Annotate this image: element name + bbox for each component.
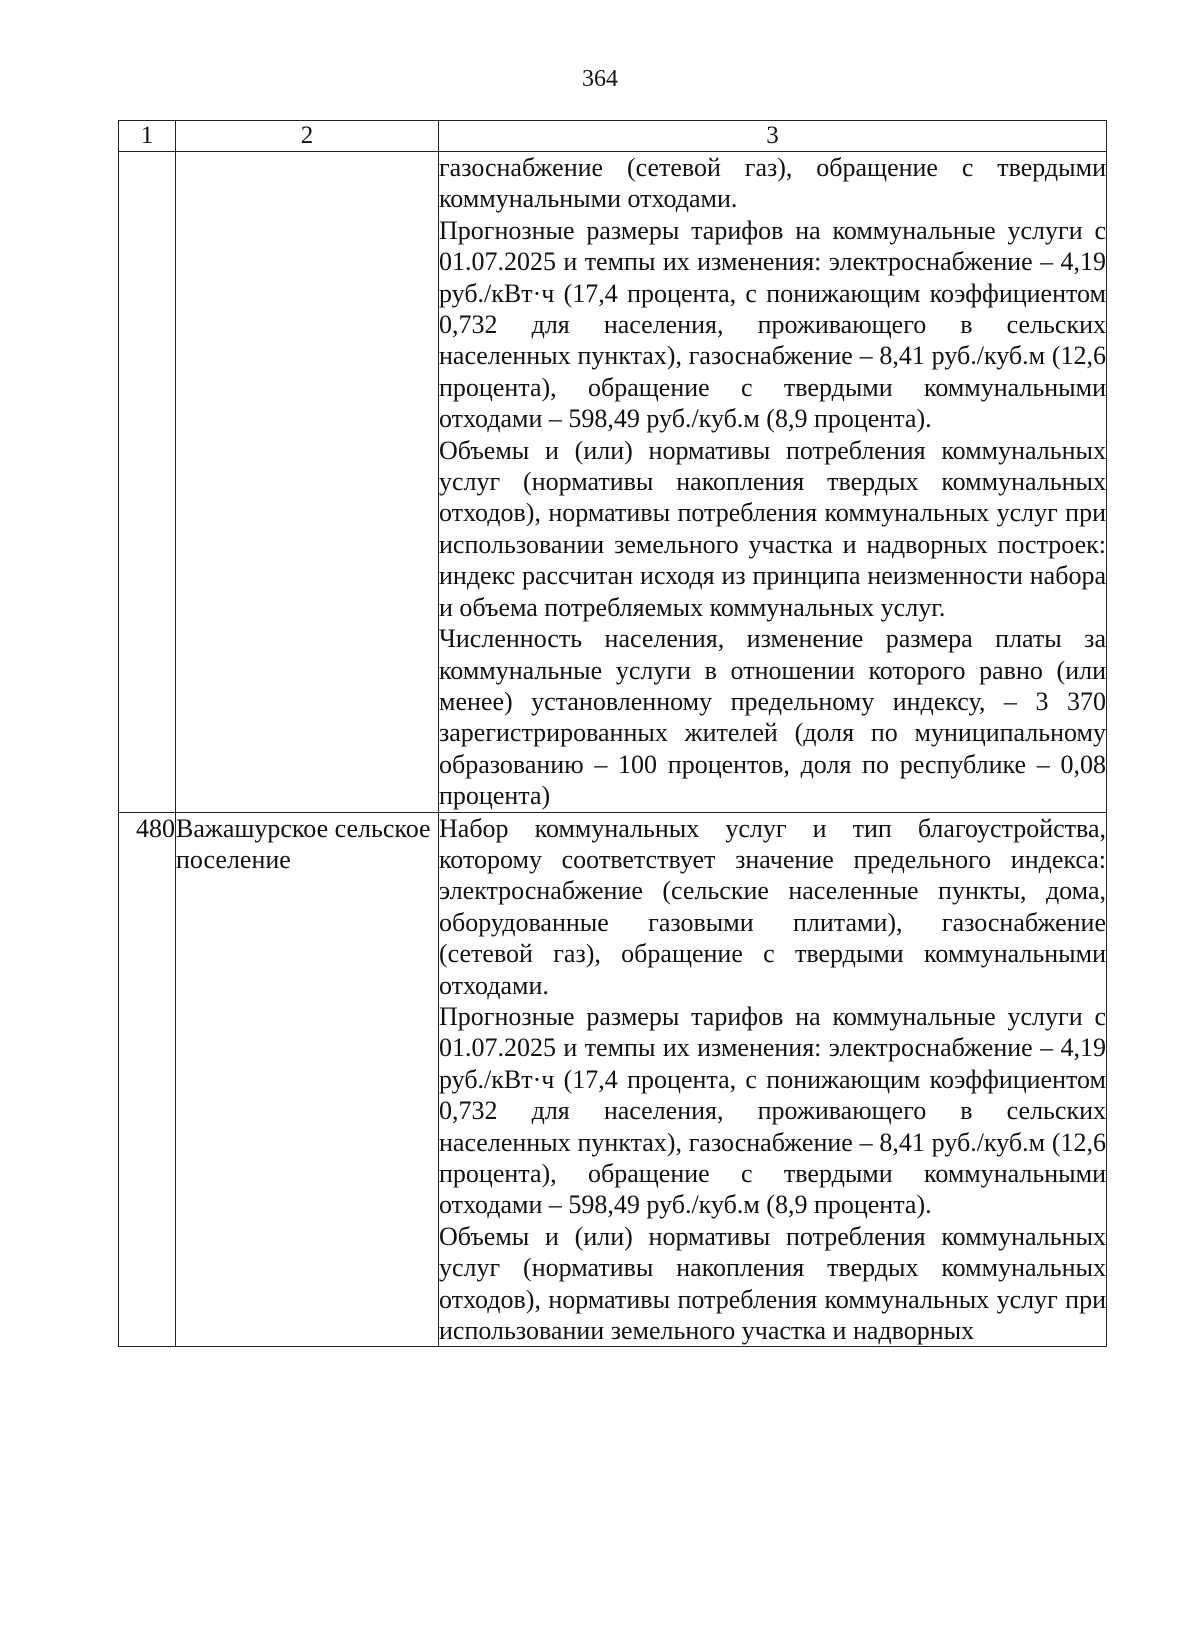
table-row	[119, 812, 1107, 1347]
data-table	[118, 120, 1107, 1347]
row-number: 480	[119, 812, 176, 1347]
description-paragraph: Объемы и (или) нормативы потребления коммунальных услуг (нормативы накопления твердых коммунальных отходов), нормативы потребления коммунальных услуг при использовании земельного участка и надворных построек: индекс рассчитан исходя из принципа неизменности набора и объема потребляемых коммунальных услуг.	[439, 435, 1106, 622]
table-header-row	[119, 121, 1107, 152]
row-description	[439, 152, 1107, 813]
description-paragraph: газоснабжение (сетевой газ), обращение с твердыми коммунальными отходами.	[439, 153, 1106, 214]
column-header: 1	[119, 121, 176, 152]
description-paragraph: Объемы и (или) нормативы потребления коммунальных услуг (нормативы накопления твердых коммунальных отходов), нормативы потребления коммунальных услуг при использовании земельного участка и надворных	[439, 1221, 1106, 1346]
row-number	[119, 152, 176, 813]
description-paragraph: Прогнозные размеры тарифов на коммунальные услуги с 01.07.2025 и темпы их изменения: электроснабжение – 4,19 руб./кВт·ч (17,4 процента, с понижающим коэффициентом 0,732 для населения, проживающего в сельских населенных пунктах), газоснабжение – 8,41 руб./куб.м (12,6 процента), обращение с твердыми коммунальными отходами – 598,49 руб./куб.м (8,9 процента).	[439, 1001, 1106, 1220]
description-paragraph: Прогнозные размеры тарифов на коммунальные услуги с 01.07.2025 и темпы их изменения: электроснабжение – 4,19 руб./кВт·ч (17,4 процента, с понижающим коэффициентом 0,732 для населения, проживающего в сельских населенных пунктах), газоснабжение – 8,41 руб./куб.м (12,6 процента), обращение с твердыми коммунальными отходами – 598,49 руб./куб.м (8,9 процента).	[439, 215, 1106, 434]
page-number: 364	[582, 66, 618, 92]
row-description	[439, 812, 1107, 1347]
table-row	[119, 152, 1107, 813]
municipality-name: Важашурское сельское поселение	[176, 812, 439, 1347]
column-header: 3	[439, 121, 1107, 152]
description-paragraph: Численность населения, изменение размера платы за коммунальные услуги в отношении которого равно (или менее) установленному предельному индексу, – 3 370 зарегистрированных жителей (доля по муниципальному образованию – 100 процентов, доля по республике – 0,08 процента)	[439, 624, 1106, 811]
municipality-name	[176, 152, 439, 813]
column-header: 2	[176, 121, 439, 152]
description-paragraph: Набор коммунальных услуг и тип благоустройства, которому соответствует значение предельного индекса: электроснабжение (сельские населенные пункты, дома, оборудованные газовыми плитами), газоснабжение (сетевой газ), обращение с твердыми коммунальными отходами.	[439, 813, 1106, 1000]
